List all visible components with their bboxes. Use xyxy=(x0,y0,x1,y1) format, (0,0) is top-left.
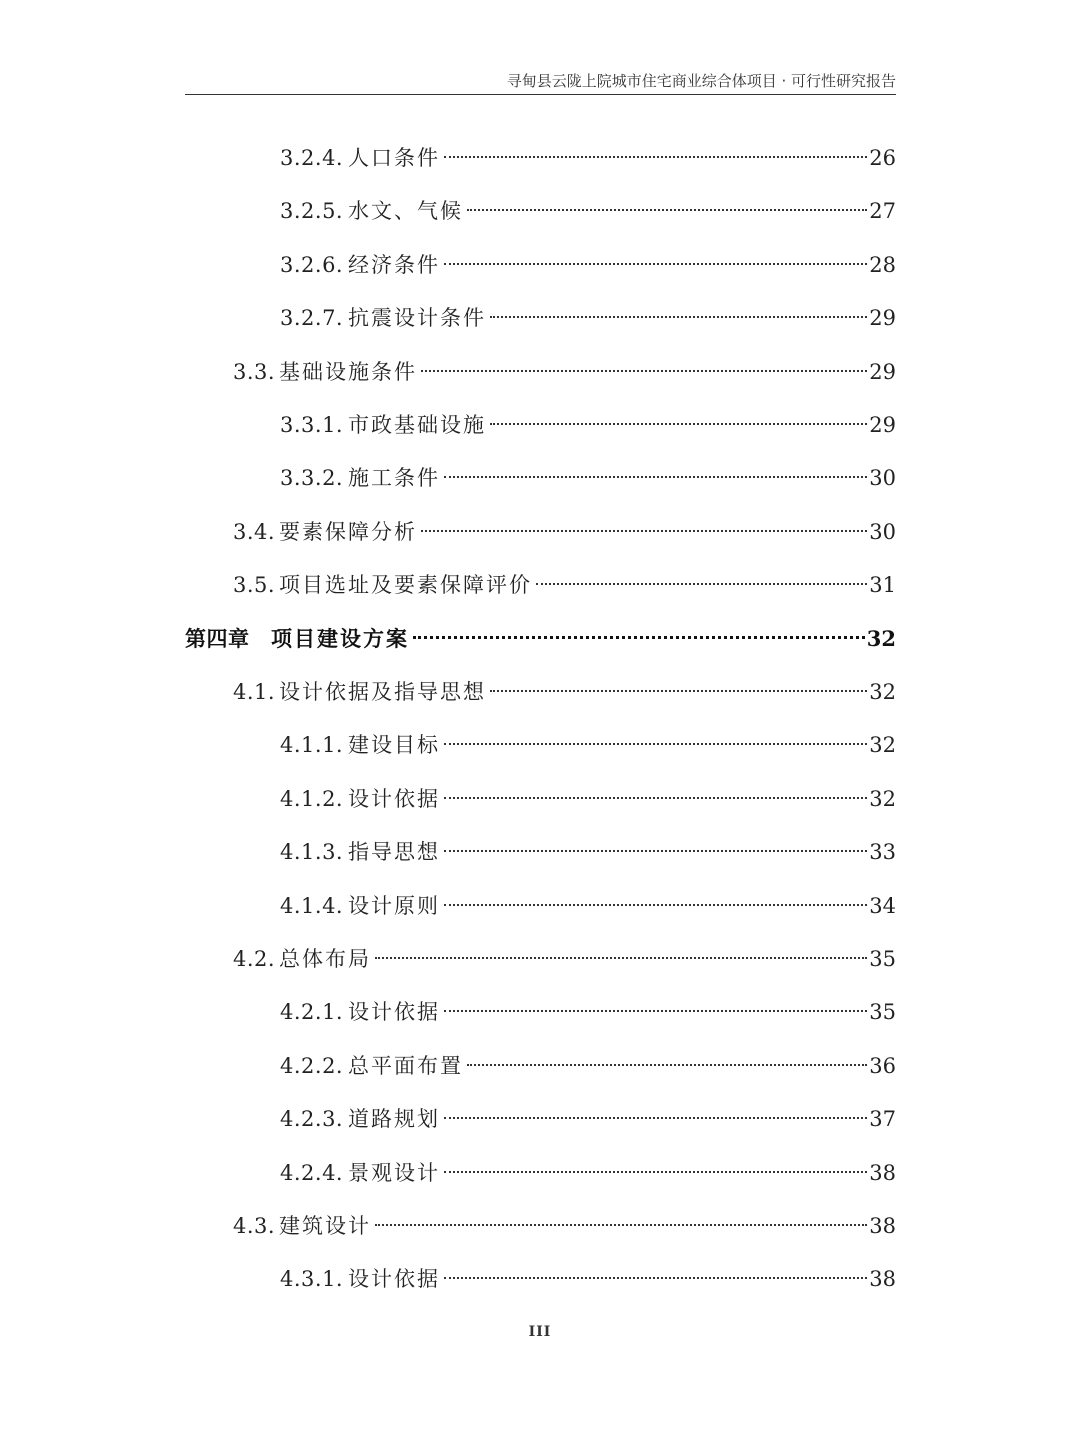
toc-entry-page: 26 xyxy=(869,146,896,170)
toc-dot-leader xyxy=(490,402,867,432)
toc-dot-leader xyxy=(444,989,867,1019)
toc-entry-page: 28 xyxy=(869,252,896,277)
toc-entry-title: 经济条件 xyxy=(348,252,440,277)
toc-entry-page: 33 xyxy=(869,840,896,865)
toc-entry[interactable] xyxy=(280,989,896,1025)
toc-entry-page: 36 xyxy=(869,1053,896,1078)
toc-entry-page: 38 xyxy=(869,1267,896,1292)
toc-dot-leader xyxy=(444,135,867,165)
toc-entry[interactable] xyxy=(280,402,896,437)
toc-entry-page: 29 xyxy=(869,359,896,384)
toc-entry[interactable] xyxy=(280,1043,896,1078)
toc-dot-leader xyxy=(444,883,867,913)
toc-entry-title: 施工条件 xyxy=(348,466,440,491)
toc-entry-number: 3.2.4. xyxy=(280,146,344,170)
toc-dot-leader xyxy=(467,188,867,218)
toc-entry-number: 3.2.5. xyxy=(280,199,344,224)
toc-entry-title: 设计依据 xyxy=(348,786,440,811)
toc-entry-number: 4.2.3. xyxy=(280,1107,344,1132)
toc-dot-leader xyxy=(444,776,867,806)
toc-entry[interactable] xyxy=(233,936,896,971)
toc-entry-number: 3.3.1. xyxy=(280,413,344,437)
toc-entry[interactable] xyxy=(280,722,896,758)
toc-entry-page: 35 xyxy=(869,1000,896,1025)
toc-entry-title: 设计原则 xyxy=(348,893,440,918)
toc-entry-title: 指导思想 xyxy=(348,840,440,865)
toc-dot-leader xyxy=(444,455,867,485)
toc-entry-page: 27 xyxy=(869,199,896,224)
toc-entry-title: 总体布局 xyxy=(279,947,371,971)
toc-entry[interactable] xyxy=(280,776,896,811)
toc-entry[interactable] xyxy=(233,509,896,544)
toc-dot-leader xyxy=(444,1256,867,1286)
toc-entry[interactable] xyxy=(280,135,896,170)
toc-entry-number: 3.4. xyxy=(233,519,276,544)
toc-entry-page: 38 xyxy=(869,1160,896,1185)
toc-entry-title: 人口条件 xyxy=(348,146,440,170)
toc-entry-title: 建设目标 xyxy=(348,733,440,758)
toc-entry-title: 景观设计 xyxy=(348,1160,440,1185)
toc-entry-title: 建筑设计 xyxy=(279,1214,371,1238)
toc-entry-number: 4.2.1. xyxy=(280,1000,344,1025)
toc-entry-number: 4.1.4. xyxy=(280,893,344,918)
toc-entry-title: 基础设施条件 xyxy=(279,359,417,384)
toc-dot-leader xyxy=(421,509,867,539)
page-number: III xyxy=(528,1324,552,1340)
toc-entry-page: 35 xyxy=(869,947,896,971)
toc-entry[interactable] xyxy=(280,883,896,918)
toc-entry-title: 项目建设方案 xyxy=(271,625,409,651)
toc-dot-leader xyxy=(444,1150,867,1180)
toc-entry[interactable] xyxy=(233,562,896,598)
toc-entry-page: 30 xyxy=(869,466,896,491)
toc-entry-number: 3.2.6. xyxy=(280,252,344,277)
toc-entry[interactable] xyxy=(233,1203,896,1238)
toc-entry-title: 水文、气候 xyxy=(348,199,463,224)
toc-entry-number: 4.3. xyxy=(233,1214,276,1238)
header-rule xyxy=(185,94,896,95)
toc-entry-number: 3.3.2. xyxy=(280,466,344,491)
toc-entry-number: 第四章 xyxy=(185,625,250,651)
toc-entry-page: 32 xyxy=(869,733,896,758)
toc-entry-number: 3.3. xyxy=(233,359,276,384)
toc-dot-leader xyxy=(490,669,867,699)
toc-entry-title: 总平面布置 xyxy=(348,1053,463,1078)
toc-entry-title: 抗震设计条件 xyxy=(348,306,486,331)
toc-dot-leader xyxy=(444,1096,867,1126)
running-header: 寻甸县云陇上院城市住宅商业综合体项目 · 可行性研究报告 xyxy=(506,72,896,90)
toc-entry[interactable] xyxy=(280,242,896,277)
toc-entry-page: 38 xyxy=(869,1214,896,1238)
toc-entry[interactable] xyxy=(280,1096,896,1132)
toc-entry-page: 37 xyxy=(869,1107,896,1132)
toc-entry-number: 4.1.1. xyxy=(280,733,344,758)
toc-dot-leader xyxy=(413,616,865,646)
toc-entry-number: 3.5. xyxy=(233,573,276,598)
toc-dot-leader xyxy=(375,1203,867,1233)
toc-dot-leader xyxy=(444,722,867,752)
toc-entry-title: 市政基础设施 xyxy=(348,413,486,437)
toc-dot-leader xyxy=(490,295,867,325)
toc-entry-page: 29 xyxy=(869,306,896,331)
toc-entry-number: 4.2.4. xyxy=(280,1160,344,1185)
toc-entry[interactable] xyxy=(280,295,896,331)
toc-entry-title: 要素保障分析 xyxy=(279,519,417,544)
toc-entry-page: 32 xyxy=(869,680,896,704)
toc-entry-page: 34 xyxy=(869,893,896,918)
toc-entry-title: 道路规划 xyxy=(348,1107,440,1132)
toc-entry-page: 32 xyxy=(866,625,896,651)
toc-entry[interactable] xyxy=(280,188,896,224)
toc-entry[interactable] xyxy=(233,669,896,704)
toc-entry-number: 4.1.3. xyxy=(280,840,344,865)
toc-entry[interactable] xyxy=(233,349,896,384)
toc-entry[interactable] xyxy=(185,616,896,651)
toc-dot-leader xyxy=(444,242,867,272)
toc-dot-leader xyxy=(421,349,867,379)
toc-entry-title: 项目选址及要素保障评价 xyxy=(279,573,532,598)
toc-entry-number: 4.2.2. xyxy=(280,1053,344,1078)
toc-entry[interactable] xyxy=(280,1150,896,1185)
toc-entry-title: 设计依据及指导思想 xyxy=(279,680,486,704)
toc-entry[interactable] xyxy=(280,455,896,491)
toc-entry-number: 4.2. xyxy=(233,947,276,971)
toc-entry-number: 4.1. xyxy=(233,680,276,704)
toc-dot-leader xyxy=(375,936,867,966)
toc-entry-number: 3.2.7. xyxy=(280,306,344,331)
toc-entry[interactable] xyxy=(280,1256,896,1292)
toc-entry-title: 设计依据 xyxy=(348,1000,440,1025)
toc-entry-page: 31 xyxy=(869,573,896,598)
toc-entry-title: 设计依据 xyxy=(348,1267,440,1292)
toc-entry-page: 30 xyxy=(869,519,896,544)
toc-dot-leader xyxy=(467,1043,867,1073)
toc-dot-leader xyxy=(444,829,867,859)
toc-entry-page: 29 xyxy=(869,413,896,437)
toc-entry-page: 32 xyxy=(869,786,896,811)
toc-entry-number: 4.3.1. xyxy=(280,1267,344,1292)
toc-entry-number: 4.1.2. xyxy=(280,786,344,811)
toc-entry[interactable] xyxy=(280,829,896,865)
toc-dot-leader xyxy=(536,562,867,592)
